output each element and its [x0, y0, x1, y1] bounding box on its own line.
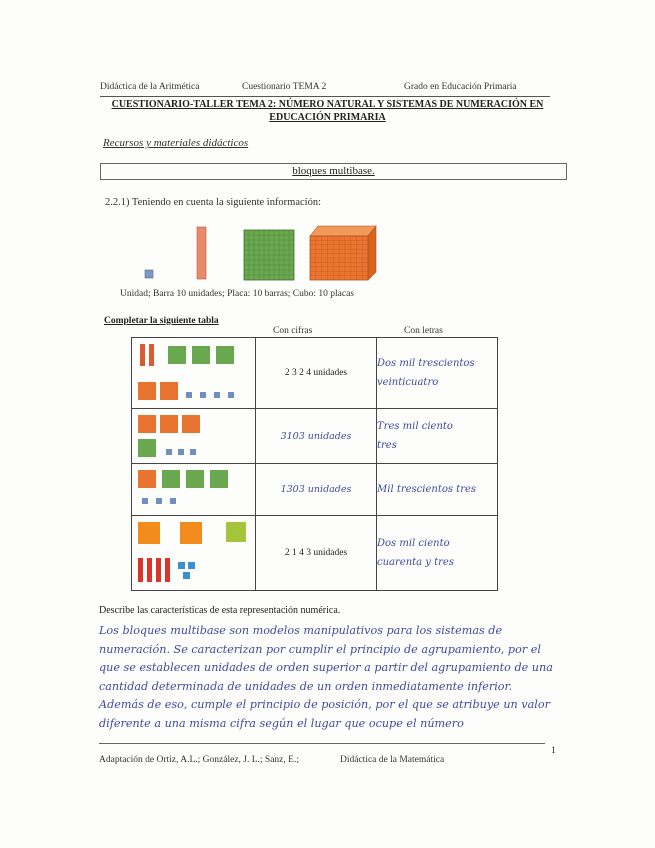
letras-line: veinticuatro [377, 377, 439, 388]
blocks-cell [132, 516, 256, 591]
letras-line: Mil trescientos tres [377, 484, 477, 495]
plate-block-icon [162, 470, 180, 488]
col-header-cifras: Con cifras [273, 326, 313, 336]
unit-block-icon [178, 449, 184, 455]
unit-block-icon [188, 562, 195, 569]
boxed-topic-label: bloques multibase. [292, 165, 375, 177]
unit-block-icon [156, 498, 162, 504]
blocks-table [131, 337, 498, 591]
blocks-cell [132, 464, 256, 516]
col-header-letras: Con letras [404, 326, 443, 336]
page-number: 1 [551, 746, 556, 756]
plate-block-icon [210, 470, 228, 488]
bar-block-icon [138, 558, 143, 582]
cube-block-icon [182, 415, 200, 433]
letras-cell [377, 464, 498, 516]
table-row [132, 409, 498, 464]
blocks-caption: Unidad; Barra 10 unidades; Placa: 10 barras; Cubo: 10 placas [120, 289, 355, 299]
letras-line: Dos mil trescientos [377, 358, 475, 369]
question-text: 2.2.1) Teniendo en cuenta la siguiente información: [105, 197, 322, 208]
blocks-cell [132, 338, 256, 409]
page-title: CUESTIONARIO-TALLER TEMA 2: NÚMERO NATURAL Y SISTEMAS DE NUMERACIÓN EN EDUCACIÓN PRIMARIA [111, 99, 544, 123]
unit-block-icon [178, 562, 185, 569]
boxed-topic [100, 163, 567, 180]
unit-block-icon [214, 392, 220, 398]
cube-block-icon [160, 382, 178, 400]
unit-block [145, 270, 153, 278]
bar-block-icon [147, 558, 152, 582]
cifras-cell: 3103 unidades [256, 409, 377, 464]
bar-block-icon [165, 558, 170, 582]
section-heading: Recursos y materiales didácticos [103, 137, 249, 149]
unit-block-icon [190, 449, 196, 455]
cifras-cell: 1303 unidades [256, 464, 377, 516]
cube-block-icon [138, 382, 156, 400]
unit-block-icon [186, 392, 192, 398]
footer-left: Adaptación de Ortiz, A.L.; González, J. L.; Sanz, E.; [99, 755, 299, 765]
plate-block-icon [216, 346, 234, 364]
complete-table-label: Completar la siguiente tabla [104, 316, 219, 326]
letras-line: Tres mil ciento [377, 421, 453, 432]
letras-line: tres [377, 440, 397, 451]
bar-block-icon [140, 344, 145, 366]
cube-block-icon [180, 522, 202, 544]
cube-block-icon [138, 522, 160, 544]
plate-block-icon [226, 522, 246, 542]
cube-block [310, 226, 376, 280]
letras-line: cuarenta y tres [377, 557, 454, 568]
header-center: Cuestionario TEMA 2 [242, 82, 327, 92]
cube-block-icon [160, 415, 178, 433]
footer-right: Didáctica de la Matemática [340, 755, 445, 765]
letras-line: Dos mil ciento [377, 538, 450, 549]
header-rule [100, 96, 550, 97]
table-row [132, 338, 498, 409]
bar-block-icon [156, 558, 161, 582]
unit-block-icon [166, 449, 172, 455]
base-blocks-illustration [140, 222, 390, 282]
letras-cell [377, 338, 498, 409]
plate-block-icon [138, 439, 156, 457]
unit-block-icon [142, 498, 148, 504]
table-row [132, 516, 498, 591]
handwritten-answer: Los bloques multibase son modelos manipulativos para los sistemas de numeración. Se caracterizan por cumplir el principio de agrupamiento, por el que se establecen unidades de orden superior a partir del agrupamiento de una cantidad determinada de unidades de un orden inmediatamente inferior. Además de eso, cumple el principio de posición, por el que se atribuye un valor diferente a una misma cifra según el lugar que ocupe el número [99, 624, 553, 730]
cifras-cell: 2 3 2 4 unidades [256, 338, 377, 409]
plate-block-icon [186, 470, 204, 488]
blocks-cell [132, 409, 256, 464]
cifras-cell: 2 1 4 3 unidades [256, 516, 377, 591]
letras-cell [377, 516, 498, 591]
plate-block [244, 230, 294, 280]
plate-block-icon [192, 346, 210, 364]
unit-block-icon [228, 392, 234, 398]
footer-rule [99, 743, 545, 744]
cube-block-icon [138, 470, 156, 488]
unit-block-icon [200, 392, 206, 398]
table-row [132, 464, 498, 516]
letras-cell [377, 409, 498, 464]
bar-block [197, 227, 206, 279]
header-right: Grado en Educación Primaria [404, 82, 517, 92]
unit-block-icon [170, 498, 176, 504]
describe-prompt: Describe las características de esta representación numérica. [99, 605, 341, 616]
bar-block-icon [149, 344, 154, 366]
unit-block-icon [183, 572, 190, 579]
plate-block-icon [168, 346, 186, 364]
header-left: Didáctica de la Aritmética [100, 82, 200, 92]
cube-block-icon [138, 415, 156, 433]
